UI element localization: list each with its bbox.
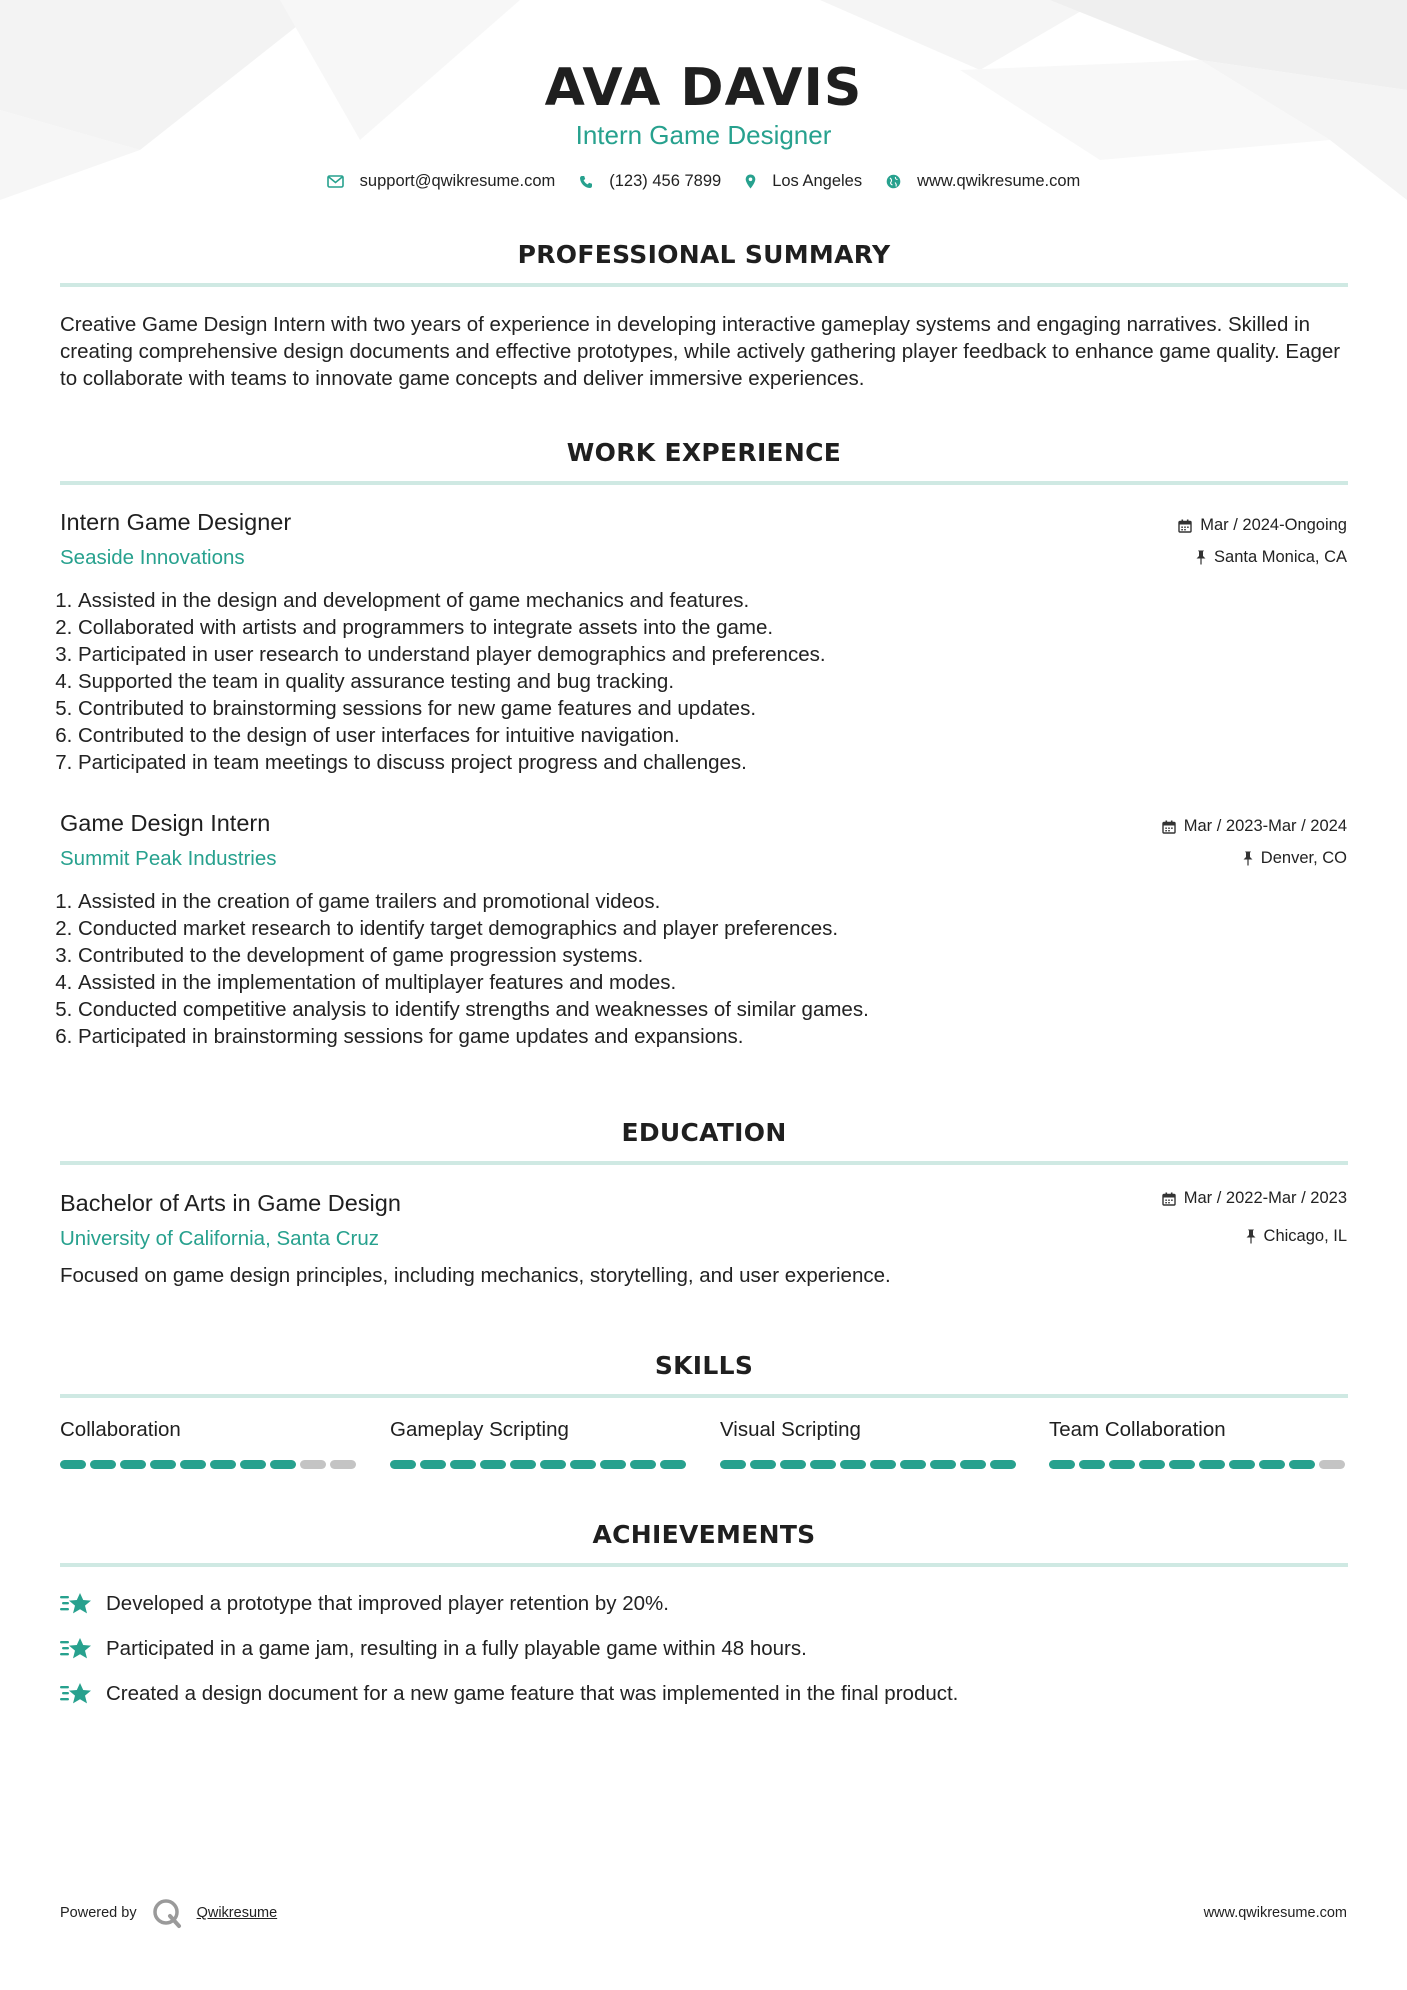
skill-name: Gameplay Scripting [390, 1418, 569, 1441]
education-divider [60, 1161, 1348, 1165]
skill-segment-filled [600, 1460, 626, 1469]
skill-segment-filled [660, 1460, 686, 1469]
achievement-item [60, 1681, 958, 1707]
skill-item [60, 1418, 360, 1469]
skill-segment-filled [480, 1460, 506, 1469]
list-item: 4. Supported the team in quality assurance testing and bug tracking. [78, 668, 1328, 695]
skill-item [390, 1418, 690, 1469]
list-item: 2. Conducted market research to identify target demographics and player preferences. [78, 915, 1328, 942]
job-responsibilities [55, 587, 1328, 776]
education-dates-text: Mar / 2022-Mar / 2023 [1183, 1189, 1347, 1207]
map-pin-icon [745, 174, 756, 189]
location-text: Los Angeles [772, 172, 863, 190]
achievements-divider [60, 1563, 1348, 1567]
skill-segment-empty [300, 1460, 326, 1469]
skill-item [720, 1418, 1020, 1469]
summary-divider [60, 283, 1348, 287]
achievement-text: Participated in a game jam, resulting in a fully playable game within 48 hours. [106, 1637, 807, 1660]
list-item: 1. Assisted in the creation of game trailers and promotional videos. [78, 888, 1328, 915]
skill-item [1049, 1418, 1349, 1469]
skill-level-bar [390, 1460, 690, 1469]
skill-name: Team Collaboration [1049, 1418, 1226, 1441]
candidate-role: Intern Game Designer [575, 120, 832, 150]
skill-segment-filled [1079, 1460, 1105, 1469]
envelope-icon [327, 175, 344, 188]
list-item: 3. Participated in user research to understand player demographics and preferences. [78, 641, 1328, 668]
skill-segment-filled [870, 1460, 896, 1469]
skill-segment-filled [780, 1460, 806, 1469]
contact-location [745, 172, 862, 191]
footer-powered-by [60, 1897, 277, 1929]
skill-segment-filled [990, 1460, 1016, 1469]
qwikresume-logo-icon [151, 1897, 183, 1929]
pushpin-icon [1243, 851, 1253, 866]
skill-segment-filled [900, 1460, 926, 1469]
list-item: 4. Assisted in the implementation of multiplayer features and modes. [78, 969, 1328, 996]
skill-segment-filled [1049, 1460, 1075, 1469]
job-location-text: Denver, CO [1260, 849, 1347, 867]
star-icon [60, 1591, 92, 1617]
skill-segment-filled [420, 1460, 446, 1469]
skill-segment-filled [90, 1460, 116, 1469]
skill-segment-filled [270, 1460, 296, 1469]
skill-segment-filled [1259, 1460, 1285, 1469]
list-item: 6. Contributed to the design of user interfaces for intuitive navigation. [78, 722, 1328, 749]
list-item: 2. Collaborated with artists and programmers to integrate assets into the game. [78, 614, 1328, 641]
contact-email[interactable] [327, 172, 556, 191]
skill-name: Visual Scripting [720, 1418, 861, 1441]
star-icon [60, 1636, 92, 1662]
skill-segment-filled [570, 1460, 596, 1469]
degree-title: Bachelor of Arts in Game Design [60, 1190, 401, 1216]
job-location [1243, 849, 1347, 868]
job-company: Seaside Innovations [60, 546, 245, 569]
list-item: 5. Conducted competitive analysis to identify strengths and weaknesses of similar games. [78, 996, 1328, 1023]
skill-segment-filled [1289, 1460, 1315, 1469]
skills-divider [60, 1394, 1348, 1398]
skill-segment-empty [1319, 1460, 1345, 1469]
pushpin-icon [1246, 1229, 1256, 1244]
skill-segment-filled [120, 1460, 146, 1469]
footer-website[interactable]: www.qwikresume.com [1203, 1905, 1347, 1921]
list-item: 6. Participated in brainstorming sessions for game updates and expansions. [78, 1023, 1328, 1050]
skill-segment-filled [720, 1460, 746, 1469]
summary-heading: PROFESSIONAL SUMMARY [517, 240, 891, 269]
website-text: www.qwikresume.com [917, 172, 1081, 190]
phone-text: (123) 456 7899 [609, 172, 722, 190]
job-title: Intern Game Designer [60, 509, 292, 535]
achievement-text: Developed a prototype that improved player retention by 20%. [106, 1592, 669, 1615]
job-dates-text: Mar / 2024-Ongoing [1200, 516, 1347, 534]
skill-segment-filled [390, 1460, 416, 1469]
skill-segment-filled [210, 1460, 236, 1469]
job-dates [1178, 516, 1347, 535]
calendar-icon [1178, 519, 1192, 533]
list-item: 7. Participated in team meetings to discuss project progress and challenges. [78, 749, 1328, 776]
education-location-text: Chicago, IL [1263, 1227, 1347, 1245]
contact-phone[interactable] [579, 172, 721, 191]
candidate-name: AVA DAVIS [544, 58, 863, 118]
job-dates-text: Mar / 2023-Mar / 2024 [1183, 817, 1347, 835]
star-icon [60, 1681, 92, 1707]
skill-segment-filled [960, 1460, 986, 1469]
experience-heading: WORK EXPERIENCE [566, 438, 842, 467]
job-title: Game Design Intern [60, 810, 271, 836]
contact-website[interactable] [886, 172, 1080, 191]
achievement-item [60, 1591, 669, 1617]
skills-heading: SKILLS [654, 1351, 754, 1380]
experience-divider [60, 481, 1348, 485]
skill-segment-filled [810, 1460, 836, 1469]
achievement-item [60, 1636, 807, 1662]
phone-icon [579, 175, 593, 189]
calendar-icon [1162, 1192, 1176, 1206]
list-item: 3. Contributed to the development of game progression systems. [78, 942, 1328, 969]
achievements-heading: ACHIEVEMENTS [592, 1520, 816, 1549]
skill-segment-filled [630, 1460, 656, 1469]
skill-segment-filled [1229, 1460, 1255, 1469]
education-location [1246, 1227, 1347, 1246]
job-responsibilities [55, 888, 1328, 1050]
job-location [1196, 548, 1347, 567]
education-heading: EDUCATION [621, 1118, 787, 1147]
skill-segment-filled [840, 1460, 866, 1469]
pushpin-icon [1196, 550, 1206, 565]
job-location-text: Santa Monica, CA [1214, 548, 1347, 566]
school-name: University of California, Santa Cruz [60, 1227, 380, 1250]
contact-bar [0, 172, 1407, 191]
email-text: support@qwikresume.com [359, 172, 556, 190]
skill-segment-filled [540, 1460, 566, 1469]
skill-segment-filled [180, 1460, 206, 1469]
skill-segment-filled [750, 1460, 776, 1469]
skill-segment-filled [1109, 1460, 1135, 1469]
skill-level-bar [720, 1460, 1020, 1469]
skill-level-bar [60, 1460, 360, 1469]
skill-segment-filled [510, 1460, 536, 1469]
education-dates [1162, 1189, 1347, 1208]
skill-segment-filled [60, 1460, 86, 1469]
qwikresume-link[interactable]: Qwikresume [196, 1905, 278, 1921]
list-item: 5. Contributed to brainstorming sessions for new game features and updates. [78, 695, 1328, 722]
skill-segment-empty [330, 1460, 356, 1469]
job-company: Summit Peak Industries [60, 847, 277, 870]
skill-segment-filled [1139, 1460, 1165, 1469]
job-dates [1162, 817, 1347, 836]
calendar-icon [1162, 820, 1176, 834]
powered-by-label: Powered by [60, 1905, 137, 1921]
list-item: 1. Assisted in the design and development of game mechanics and features. [78, 587, 1328, 614]
skill-level-bar [1049, 1460, 1349, 1469]
skill-segment-filled [1199, 1460, 1225, 1469]
skill-segment-filled [450, 1460, 476, 1469]
skill-name: Collaboration [60, 1418, 181, 1441]
achievement-text: Created a design document for a new game feature that was implemented in the final product. [106, 1682, 959, 1705]
globe-icon [886, 174, 901, 189]
education-description: Focused on game design principles, including mechanics, storytelling, and user experience. [60, 1264, 891, 1287]
skill-segment-filled [150, 1460, 176, 1469]
skill-segment-filled [930, 1460, 956, 1469]
skill-segment-filled [1169, 1460, 1195, 1469]
skill-segment-filled [240, 1460, 266, 1469]
summary-text: Creative Game Design Intern with two years of experience in developing interactive gameplay systems and engaging narratives. Skilled in creating comprehensive design documents and effective prototypes, while actively gathering player feedback to enhance game quality. Eager to collaborate with teams to innovate game concepts and deliver immersive experiences. [60, 313, 1341, 390]
